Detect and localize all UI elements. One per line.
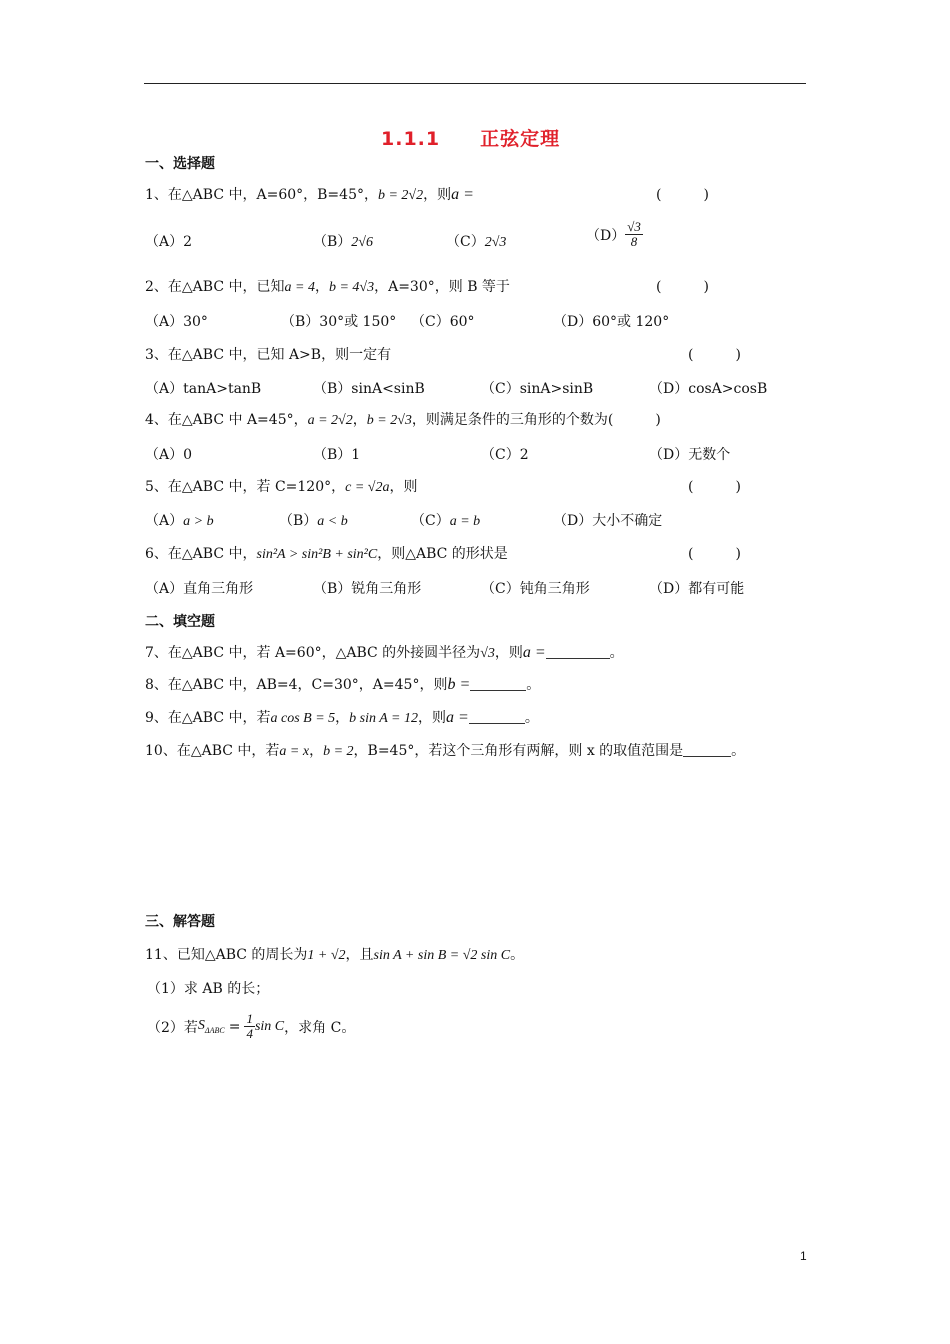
q11-stem-mid: ，且 [345,947,374,963]
q5-option-b-label: （B） [279,513,318,529]
question-5-stem [145,476,417,496]
q4-stem-post: ，则满足条件的三角形的个数为( ) [411,412,661,428]
q11-area-symbol [197,1018,225,1036]
question-6-stem [145,543,508,563]
q9-expr-1: a cos B = 5 [270,711,336,726]
q5-option-b-value: a < b [317,514,348,529]
q1-option-b-value: 2√6 [351,235,373,250]
q2-option-b: （B）30°或 150° [281,314,397,330]
q8-stem-pre: 8、在△ABC 中，AB=4，C=30°，A=45°，则 [145,677,448,693]
q2-stem-post: ，A=30°，则 B 等于 [374,279,510,295]
question-2-answer-paren: ( ) [656,279,709,295]
q2-option-c: （C）60° [411,314,475,330]
q3-option-a: （A）tanA>tanB [145,381,262,397]
q8-b-var: b = [447,676,471,693]
q4-option-b: （B）1 [313,447,361,463]
q11-perimeter-expr: 1 + √2 [307,948,346,963]
q6-expr: sin²A > sin²B + sin²C [256,547,378,562]
q11-area-s: S [197,1018,205,1034]
q11-fraction-denominator: 4 [246,1026,253,1042]
question-8-stem [145,674,540,694]
question-7-stem [145,642,624,662]
q5-option-c-value: a = b [449,514,481,529]
section-heading-choice: 一、选择题 [145,156,215,172]
q6-option-c: （C）钝角三角形 [481,581,590,597]
question-2-stem: 2、在△ABC 中，已知a = 4，b = 4√3，A=30°，则 B 等于 [145,279,510,295]
q11-sin-c: sin C [254,1018,285,1034]
q11-end: 。 [510,947,525,963]
q1-option-a: （A）2 [145,234,193,250]
question-3-answer-paren: ( ) [688,347,741,363]
q7-answer-blank[interactable] [546,645,610,659]
q10-answer-blank[interactable] [683,743,731,757]
question-1-answer-paren: ( ) [656,187,709,203]
section-heading-fill: 二、填空题 [145,614,215,630]
q1-a-var: a = [451,186,474,203]
q4-b-expr: b = 2√3 [366,413,412,428]
question-6-answer-paren: ( ) [688,546,741,562]
q2-option-a: （A）30° [145,314,208,330]
q11-area-subscript: ΔABC [204,1026,225,1036]
q2-option-d: （D）60°或 120° [553,314,670,330]
q11-part-2-pre: （2）若 [147,1019,198,1036]
q10-a-expr: a = x [279,744,310,759]
question-11-stem [145,944,524,964]
q11-part-2 [147,1012,355,1042]
q4-option-d: （D）无数个 [649,447,731,463]
q11-part-1: （1）求 AB 的长； [147,981,270,997]
q2-b-expr: b = 4√3 [328,280,375,295]
q4-a-expr: a = 2√2 [307,413,353,428]
q5-option-c [411,510,480,530]
q9-answer-blank[interactable] [469,710,525,724]
question-1-stem [145,184,474,204]
q3-option-d: （D）cosA>cosB [649,381,768,397]
section-heading-answer: 三、解答题 [145,914,215,930]
q5-stem-post: ，则 [389,479,418,495]
q1-option-d-numerator: √3 [627,219,641,234]
q5-option-a-label: （A） [145,513,184,529]
q4-option-c: （C）2 [481,447,529,463]
q5-option-d: （D）大小不确定 [553,513,663,529]
q7-stem-pre: 7、在△ABC 中，若 A=60°，△ABC 的外接圆半径为 [145,645,481,661]
q4-stem-pre: 4、在△ABC 中 A=45°， [145,412,308,428]
q1-option-d-fraction [625,220,643,250]
q5-option-b [279,510,348,530]
q1-option-c-value: 2√3 [484,235,507,250]
q1-stem-pre: 1、在△ABC 中，A=60°，B=45°， [145,187,378,203]
q8-answer-blank[interactable] [470,677,526,691]
q9-expr-2: b sin A = 12 [349,711,419,726]
q10-end: 。 [731,743,746,759]
q1-option-d [586,220,643,250]
question-4-stem: 4、在△ABC 中 A=45°，a = 2√2，b = 2√3，则满足条件的三角形的个数为( ) [145,412,661,428]
question-9-stem [145,707,539,727]
q5-stem-pre: 5、在△ABC 中，若 C=120°， [145,479,346,495]
q6-option-a: （A）直角三角形 [145,581,254,597]
q10-stem-post: ，B=45°，若这个三角形有两解，则 x 的取值范围是 [353,743,684,759]
page-number: 1 [800,1249,807,1263]
q2-a-expr: a = 4 [284,280,315,295]
q9-separator: ， [335,710,350,726]
q1-option-d-denominator: 8 [630,234,638,250]
question-5-answer-paren: ( ) [688,479,741,495]
q1-option-b [313,231,373,251]
q8-end: 。 [526,677,541,693]
q11-fraction-numerator: 1 [246,1011,253,1026]
q5-option-a [145,510,214,530]
q1-option-c-label: （C） [446,234,485,250]
q10-stem-pre: 10、在△ABC 中，若 [145,743,280,759]
q11-quarter-fraction [244,1012,255,1042]
q9-end: 。 [524,710,539,726]
q11-stem-pre: 11、已知△ABC 的周长为 [145,947,308,963]
q7-stem-mid: ，则 [494,645,523,661]
q4-option-a: （A）0 [145,447,193,463]
question-3-stem: 3、在△ABC 中，已知 A>B，则一定有 [145,347,392,363]
q6-stem-post: ，则△ABC 的形状是 [377,546,508,562]
page-title: 1.1.1 正弦定理 [381,128,561,150]
q7-a-var: a = [522,644,546,661]
header-rule [144,83,806,84]
q5-option-a-value: a > b [183,514,214,529]
q11-equals: = [228,1018,241,1035]
q11-sine-relation: sin A + sin B = √2 sin C [373,948,511,963]
q10-b-expr: b = 2 [323,744,354,759]
q6-option-b: （B）锐角三角形 [313,581,422,597]
q9-stem-mid: ，则 [418,710,447,726]
q5-c-expr: c = √2a [345,480,390,495]
q2-stem-pre: 2、在△ABC 中，已知 [145,279,285,295]
q1-b-expr: b = 2√2 [377,188,424,203]
q6-stem-pre: 6、在△ABC 中， [145,546,257,562]
q9-a-var: a = [446,709,469,726]
q1-stem-post: ，则 [423,187,452,203]
q1-option-b-label: （B） [313,234,352,250]
q7-end: 。 [609,645,624,661]
q1-option-c [446,231,506,251]
q7-radius-expr: √3 [480,646,495,661]
q3-option-c: （C）sinA>sinB [481,381,594,397]
q9-stem-pre: 9、在△ABC 中，若 [145,710,271,726]
q3-option-b: （B）sinA<sinB [313,381,425,397]
q5-option-c-label: （C） [411,513,450,529]
q6-option-d: （D）都有可能 [649,581,745,597]
q1-option-d-label: （D） [586,227,626,244]
q11-part-2-post: ，求角 C。 [284,1019,356,1036]
question-10-stem: 10、在△ABC 中，若a = x，b = 2，B=45°，若这个三角形有两解，则 x 的取值范围是 。 [145,743,746,759]
